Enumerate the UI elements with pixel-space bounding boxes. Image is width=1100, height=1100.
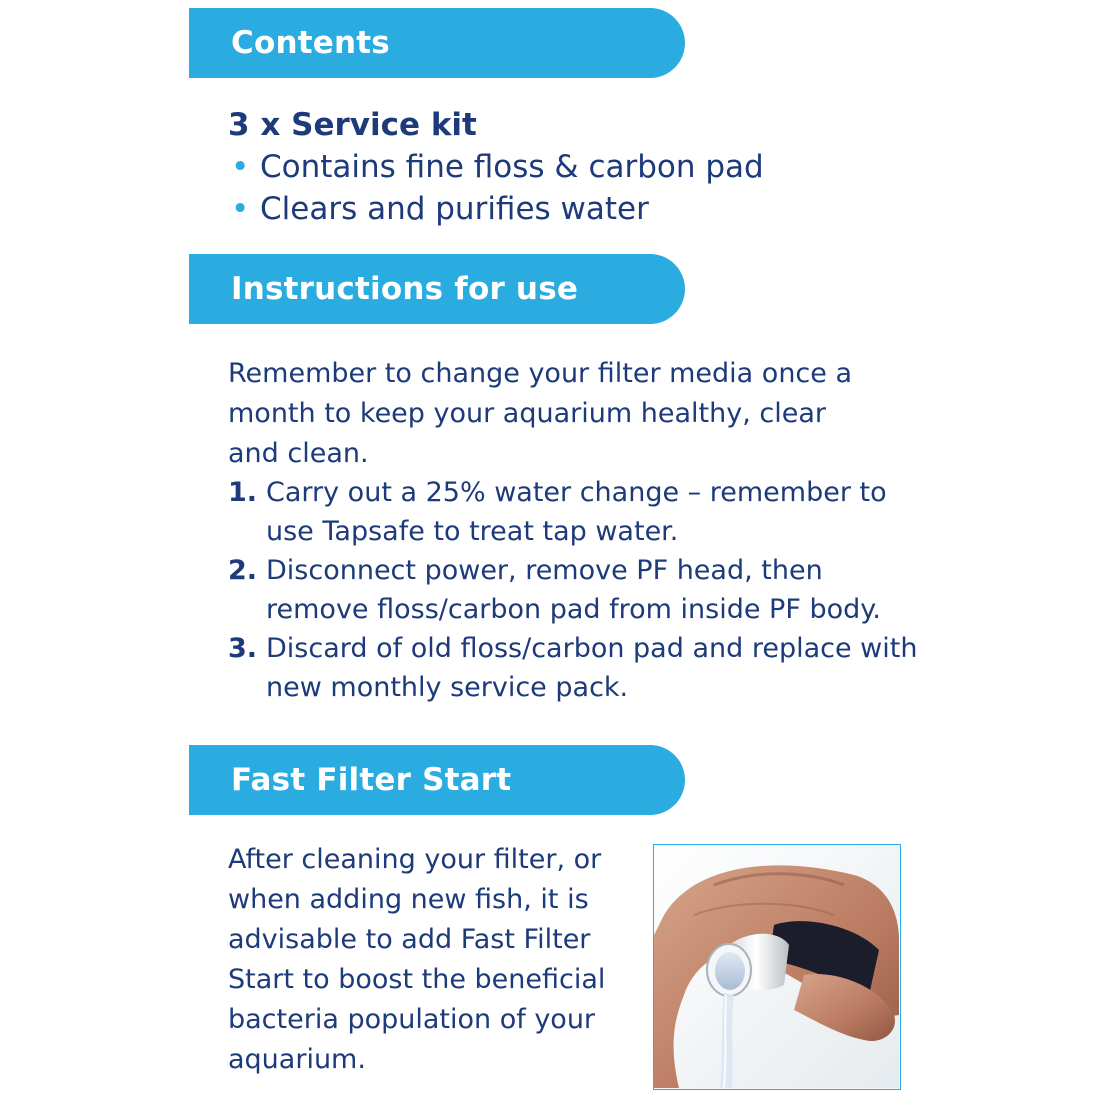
instructions-step-list [228,473,918,707]
fast-filter-heading-banner [189,745,685,815]
instructions-heading-banner [189,254,685,324]
contents-bullet-list [228,146,764,230]
list-item [228,629,918,707]
pouring-bottle-photo [653,844,901,1090]
instructions-intro: Remember to change your filter media once a month to keep your aquarium healthy, clear and clean. [228,358,853,469]
list-item [228,473,918,551]
bullet-text: Contains fine floss & carbon pad [260,149,764,185]
step-number: 1. [228,477,258,508]
fast-filter-text: After cleaning your filter, or when adding new fish, it is advisable to add Fast Filter Start to boost the beneficial bacteria population of your aquarium. [228,844,606,1075]
step-text: Carry out a 25% water change – remember to use Tapsafe to treat tap water. [266,477,887,547]
step-number: 3. [228,633,258,664]
bullet-dot-icon: • [231,191,250,227]
contents-heading-banner [189,8,685,78]
pouring-bottle-illustration [654,845,899,1088]
bullet-dot-icon: • [231,149,250,185]
step-text: Disconnect power, remove PF head, then remove floss/carbon pad from inside PF body. [266,555,881,625]
step-number: 2. [228,555,258,586]
list-item [228,146,764,188]
kit-title: 3 x Service kit [228,107,477,143]
contents-heading: Contents [231,25,390,61]
step-text: Discard of old floss/carbon pad and replace with new monthly service pack. [266,633,918,703]
list-item [228,551,918,629]
bullet-text: Clears and purifies water [260,191,649,227]
fast-filter-heading: Fast Filter Start [231,762,512,798]
list-item [228,188,764,230]
instructions-heading: Instructions for use [231,271,579,307]
